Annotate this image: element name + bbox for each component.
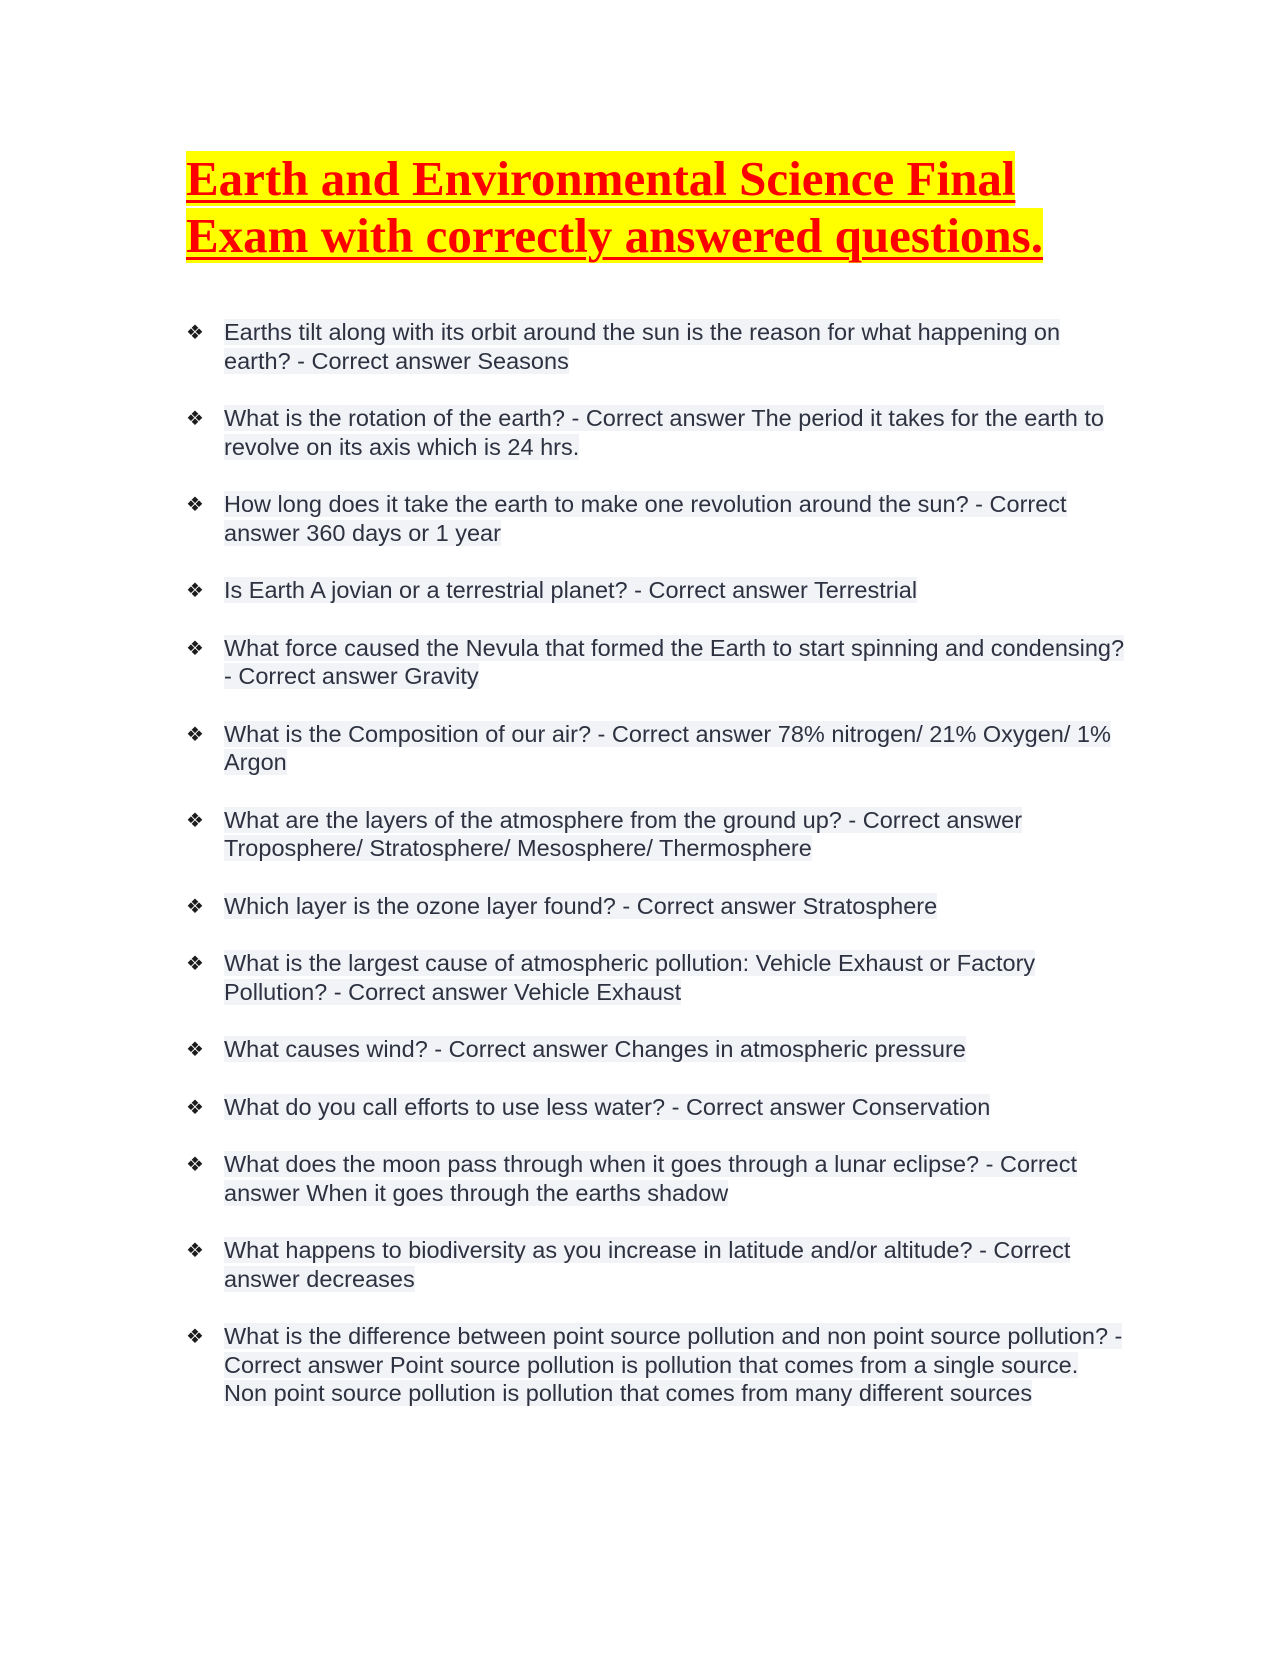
qa-text: What is the largest cause of atmospheric pollution: Vehicle Exhaust or Factory Pollution? - Correct answer Vehicle Exhaust bbox=[224, 950, 1036, 1005]
qa-text: What is the difference between point source pollution and non point source pollution? - Correct answer Point source pollution is pollution that comes from a single source. Non point source pollution is pollution that comes from many different sources bbox=[224, 1323, 1123, 1406]
list-item bbox=[186, 1150, 1126, 1207]
diamond-bullet-icon: ❖ bbox=[186, 492, 204, 516]
qa-text: What is the rotation of the earth? - Correct answer The period it takes for the earth to revolve on its axis which is 24 hrs. bbox=[224, 405, 1104, 460]
diamond-bullet-icon: ❖ bbox=[186, 893, 204, 918]
list-item bbox=[186, 318, 1126, 375]
diamond-bullet-icon: ❖ bbox=[186, 635, 204, 660]
list-item bbox=[186, 720, 1126, 777]
list-item bbox=[186, 1093, 1126, 1122]
qa-text: Which layer is the ozone layer found? - Correct answer Stratosphere bbox=[224, 892, 938, 919]
qa-text: What causes wind? - Correct answer Changes in atmospheric pressure bbox=[224, 1036, 966, 1062]
qa-text: What happens to biodiversity as you increase in latitude and/or altitude? - Correct answer decreases bbox=[224, 1237, 1071, 1292]
diamond-bullet-icon: ❖ bbox=[186, 1037, 204, 1061]
diamond-bullet-icon: ❖ bbox=[186, 951, 204, 975]
qa-list bbox=[186, 318, 1126, 1437]
document-title bbox=[186, 150, 1086, 264]
list-item bbox=[186, 1236, 1126, 1293]
qa-text: What is the Composition of our air? - Correct answer 78% nitrogen/ 21% Oxygen/ 1% Argon bbox=[224, 720, 1111, 775]
diamond-bullet-icon: ❖ bbox=[186, 1238, 204, 1262]
qa-text: How long does it take the earth to make one revolution around the sun? - Correct answer 360 days or 1 year bbox=[224, 491, 1067, 546]
diamond-bullet-icon: ❖ bbox=[186, 1094, 204, 1119]
list-item bbox=[186, 1035, 1126, 1064]
list-item bbox=[186, 949, 1126, 1006]
list-item bbox=[186, 892, 1126, 921]
qa-text: What does the moon pass through when it goes through a lunar eclipse? - Correct answer When it goes through the earths shadow bbox=[224, 1151, 1078, 1206]
document-title-text: Earth and Environmental Science Final Exam with correctly answered questions. bbox=[186, 151, 1043, 263]
qa-text: Earths tilt along with its orbit around the sun is the reason for what happening on earth? - Correct answer Seasons bbox=[224, 319, 1061, 374]
diamond-bullet-icon: ❖ bbox=[186, 578, 204, 602]
list-item bbox=[186, 576, 1126, 605]
diamond-bullet-icon: ❖ bbox=[186, 807, 204, 832]
list-item bbox=[186, 404, 1126, 461]
diamond-bullet-icon: ❖ bbox=[186, 320, 204, 344]
diamond-bullet-icon: ❖ bbox=[186, 1152, 204, 1176]
qa-text: What do you call efforts to use less water? - Correct answer Conservation bbox=[224, 1093, 991, 1120]
qa-text: What force caused the Nevula that formed the Earth to start spinning and condensing? - Correct answer Gravity bbox=[224, 634, 1125, 689]
list-item bbox=[186, 634, 1126, 691]
qa-text: Is Earth A jovian or a terrestrial planet? - Correct answer Terrestrial bbox=[224, 577, 918, 603]
diamond-bullet-icon: ❖ bbox=[186, 406, 204, 430]
diamond-bullet-icon: ❖ bbox=[186, 721, 204, 746]
qa-text: What are the layers of the atmosphere from the ground up? - Correct answer Troposphere/ Stratosphere/ Mesosphere/ Thermosphere bbox=[224, 806, 1023, 861]
diamond-bullet-icon: ❖ bbox=[186, 1324, 204, 1348]
list-item bbox=[186, 490, 1126, 547]
list-item bbox=[186, 806, 1126, 863]
list-item bbox=[186, 1322, 1126, 1408]
